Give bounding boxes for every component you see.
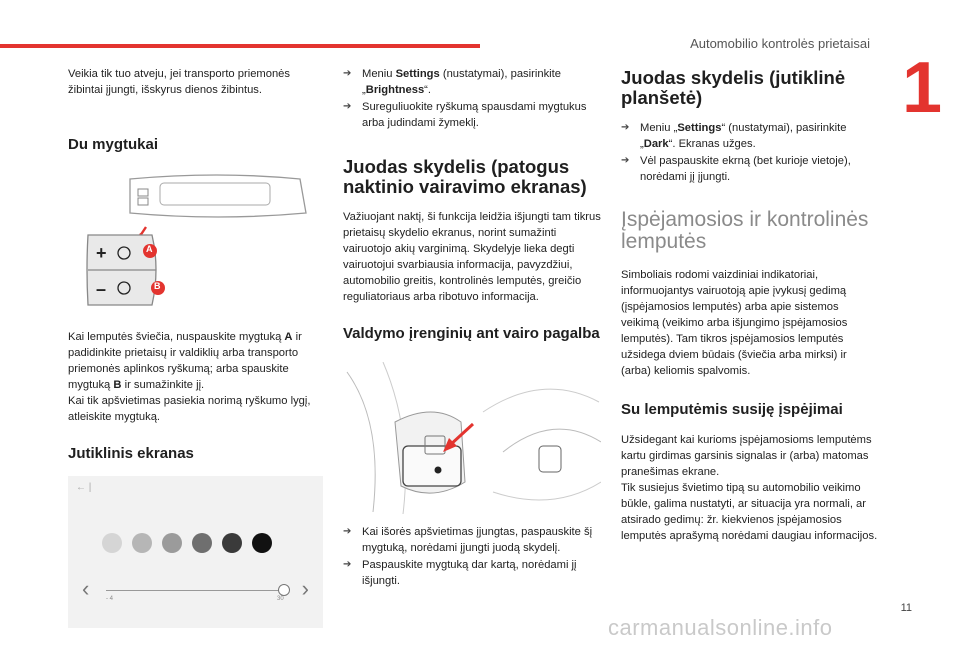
heading-black-panel-tablet: Juodas skydelis (jutiklinė planšetė)	[621, 67, 846, 108]
heading-steering-controls: Valdymo įrenginių ant vairo pagalba	[343, 325, 600, 342]
step-disable-black-panel: ➔ Paspauskite mygtuką dar kartą, norėdami jį išjungti.	[343, 559, 577, 587]
steering-controls-illustration	[343, 362, 601, 514]
heading-warning-lamps: Įspėjamosios ir kontrolinės lemputės	[621, 208, 869, 253]
column-1	[68, 66, 323, 628]
back-icon[interactable]: ← |	[76, 482, 92, 493]
header-red-bar	[0, 44, 480, 48]
brightness-steps	[343, 66, 601, 131]
linked-warnings-text-2: Tik susiejus švietimo tipą su automobilio veikimo būkle, galima nustatyti, ar situacija yra normali, ar atsirado gedimų: žr. kiekvienos įspėjamosios lemputės aprašymą norėdami daugiau informacijos.	[621, 482, 878, 542]
touchscreen-brightness-illustration	[68, 476, 323, 628]
chevron-left-icon[interactable]: ‹	[82, 576, 90, 601]
page-number: 11	[900, 602, 912, 614]
watermark: carmanualsonline.info	[608, 615, 833, 640]
header-title: Automobilio kontrolės prietaisai	[690, 36, 870, 51]
black-panel-steps	[343, 524, 601, 589]
slider-min-label: - 4	[106, 596, 114, 602]
buttons-description: Kai lemputės šviečia, nuspauskite mygtuką A ir padidinkite prietaisų ir valdiklių arba transporto priemonės aplinkos ryškumą; arba spauskite mygtuką B ir sumažinkite jį.	[68, 331, 302, 391]
two-buttons-illustration	[68, 169, 323, 311]
heading-touchscreen: Jutiklinis ekranas	[68, 445, 194, 462]
linked-warnings-text-1: Užsidegant kai kurioms įspėjamosioms lemputėms kartu girdimas garsinis signalas ir (arba) matomas pranešimas ekrane.	[621, 434, 872, 478]
heading-two-buttons: Du mygtukai	[68, 136, 159, 153]
brightness-level-4[interactable]	[192, 533, 212, 553]
column-2	[343, 66, 601, 590]
heading-linked-warnings: Su lemputėmis susiję įspėjimai	[621, 401, 843, 418]
tablet-dark-steps	[621, 120, 879, 185]
step-adjust-brightness: ➔ Sureguliuokite ryškumą spausdami mygtukus arba judindami žymeklį.	[343, 101, 587, 129]
release-text: Kai tik apšvietimas pasiekia norimą ryškumo lygį, atleiskite mygtuką.	[68, 395, 311, 423]
step-settings-dark: ➔ Meniu „Settings“ (nustatymai), pasirinkite „Dark“. Ekranas užges.	[621, 122, 847, 150]
slider-max-label: 30	[277, 596, 284, 602]
step-tap-screen: ➔ Vėl paspauskite ekrną (bet kurioje vietoje), norėdami jį įjungti.	[621, 155, 851, 183]
chevron-right-icon[interactable]: ›	[301, 576, 309, 601]
label-a: A	[146, 244, 153, 254]
brightness-slider-track[interactable]	[106, 590, 284, 591]
steering-svg	[343, 362, 601, 514]
column-3	[621, 66, 879, 544]
heading-black-panel: Juodas skydelis (patogus naktinio vairavimo ekranas)	[343, 156, 587, 197]
label-b: B	[154, 281, 161, 291]
brightness-level-5[interactable]	[222, 533, 242, 553]
brightness-level-6[interactable]	[252, 533, 272, 553]
brightness-dot-row	[102, 533, 282, 558]
brightness-level-2[interactable]	[132, 533, 152, 553]
brightness-slider-handle[interactable]	[278, 584, 290, 596]
black-panel-description: Važiuojant naktį, ši funkcija leidžia išjungti tam tikrus prietaisų skydelio ekranus, norint sumažinti vairuotojo akių varginimą. Skydelyje lieka degti vairuotojui svarbiausia informacija, pavyzdžiui, automobilio greitis, kontrolinės lemputės, greičio reguliatoriaus arba ribotuvo informacija.	[343, 211, 601, 303]
svg-text:+: +	[96, 243, 107, 263]
chapter-number: 1	[901, 48, 942, 128]
brightness-level-3[interactable]	[162, 533, 182, 553]
dashboard-buttons-svg	[68, 169, 323, 311]
step-enable-black-panel: ➔ Kai išorės apšvietimas įjungtas, paspauskite šį mygtuką, norėdami įjungti juodą skydelį.	[343, 526, 593, 554]
brightness-level-1[interactable]	[102, 533, 122, 553]
intro-text: Veikia tik tuo atveju, jei transporto priemonės žibintai įjungti, išskyrus dienos žibintus.	[68, 68, 291, 96]
warning-lamps-description: Simboliais rodomi vaizdiniai indikatoriai, informuojantys vairuotoją apie įvykusį gedimą (įspėjamosios lemputės) arba apie sistemos veikimą (veikimo arba išjungimo įspėjamosios lemputės). Tam tikros įspėjamosios lemputės užsidega dviem būdais (šviečia arba mirksi) ir (arba) keliomis spalvomis.	[621, 269, 848, 377]
svg-text:–: –	[96, 279, 107, 299]
step-settings-brightness: ➔ Meniu Settings (nustatymai), pasirinkite „Brightness“.	[343, 68, 561, 96]
